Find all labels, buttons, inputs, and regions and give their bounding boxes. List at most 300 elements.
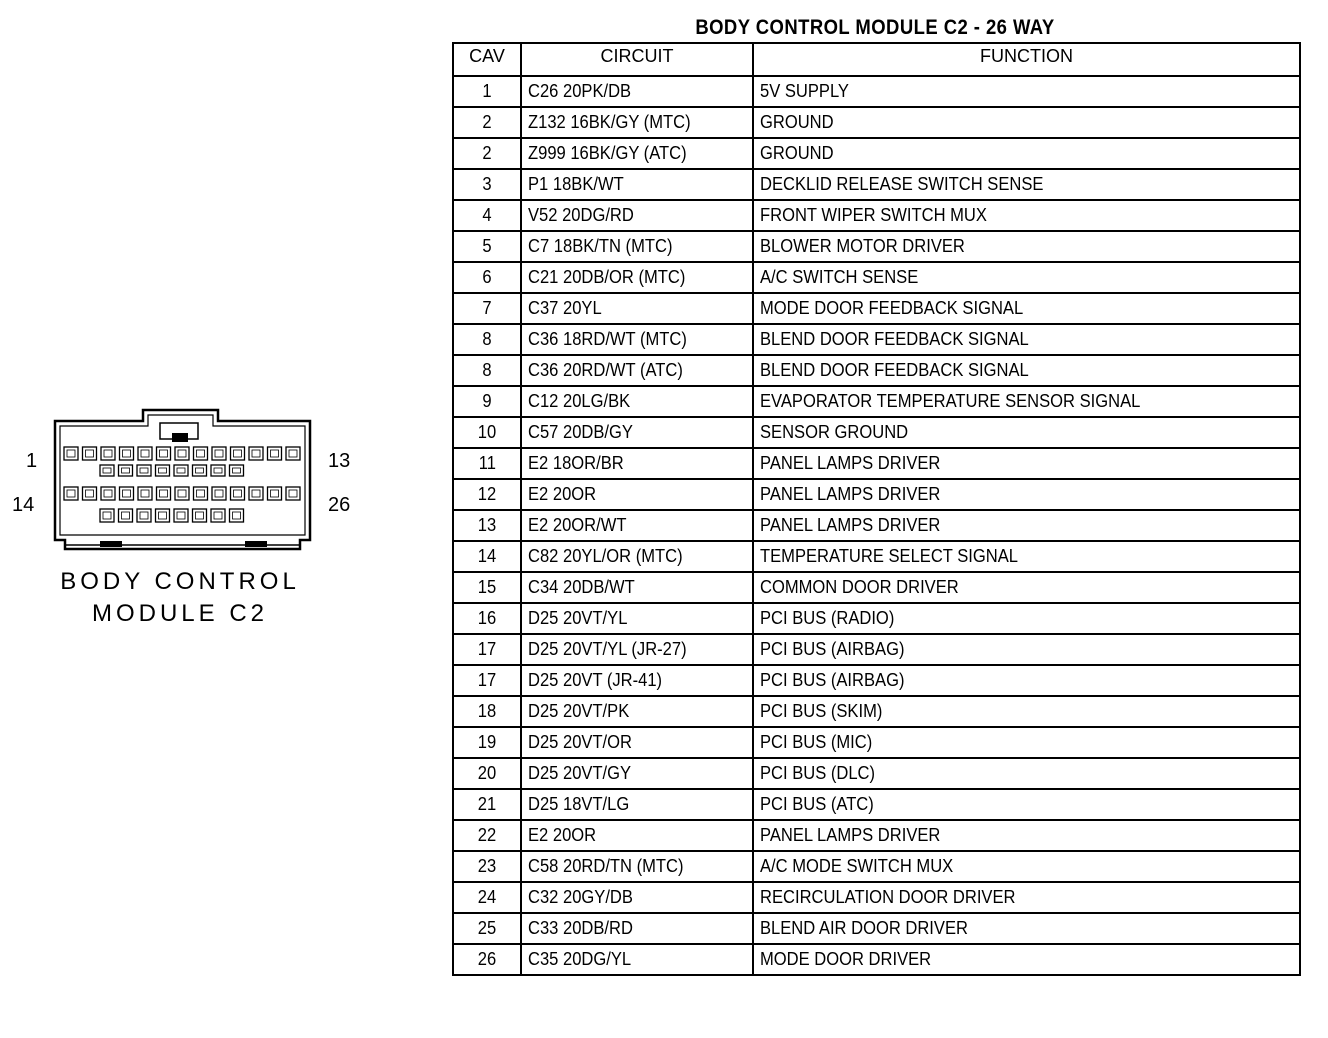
cell-cav: [453, 820, 521, 851]
cell-function: [753, 789, 1300, 820]
cell-circuit-text: D25 20VT/GY: [528, 763, 632, 783]
pin-cavity: [230, 465, 244, 476]
pin-cavity-inner: [159, 468, 167, 473]
pin-cavity: [230, 509, 244, 522]
cell-circuit-text: D25 20VT/YL: [528, 608, 628, 628]
table-row: [453, 138, 1300, 169]
pin-cavity: [120, 487, 134, 500]
cell-function-text: BLEND DOOR FEEDBACK SIGNAL: [760, 360, 1029, 380]
cell-circuit: [521, 479, 753, 510]
cell-function: [753, 510, 1300, 541]
cell-cav-text: 10: [477, 422, 497, 442]
cell-cav: [453, 665, 521, 696]
cell-circuit-text: C12 20LG/BK: [528, 391, 631, 411]
pin-cavity-inner: [104, 450, 112, 457]
table-row: [453, 386, 1300, 417]
caption-line-1: BODY CONTROL: [60, 568, 300, 595]
cell-circuit: [521, 355, 753, 386]
pin-cavity: [101, 487, 115, 500]
cell-function-text: PANEL LAMPS DRIVER: [760, 825, 941, 845]
pin-cavity: [211, 465, 225, 476]
pin-cavity: [268, 487, 282, 500]
cell-function: [753, 293, 1300, 324]
cell-cav: [453, 355, 521, 386]
cell-function-text: PANEL LAMPS DRIVER: [760, 484, 941, 504]
pin-cavity: [211, 509, 225, 522]
cell-function-text: PCI BUS (AIRBAG): [760, 639, 905, 659]
cell-cav: [453, 448, 521, 479]
cell-function: [753, 603, 1300, 634]
cell-cav: [453, 541, 521, 572]
cell-circuit-text: C21 20DB/OR (MTC): [528, 267, 686, 287]
pin-cavity: [64, 487, 78, 500]
header-cav: CAV: [453, 43, 521, 76]
pin-label-26: 26: [328, 494, 351, 516]
pin-cavity-inner: [271, 450, 279, 457]
cell-cav-text: 4: [482, 205, 492, 225]
cell-circuit: [521, 107, 753, 138]
cell-function-text: MODE DOOR DRIVER: [760, 949, 932, 969]
cell-function: [753, 138, 1300, 169]
pin-cavity: [174, 509, 188, 522]
pin-cavity-inner: [67, 490, 75, 497]
cell-cav: [453, 479, 521, 510]
cell-cav-text: 20: [477, 763, 497, 783]
pin-cavity-inner: [214, 468, 222, 473]
cell-function-text: A/C MODE SWITCH MUX: [760, 856, 954, 876]
table-row: [453, 355, 1300, 386]
cell-cav: [453, 851, 521, 882]
cell-function-text: BLEND AIR DOOR DRIVER: [760, 918, 968, 938]
cell-circuit-text: V52 20DG/RD: [528, 205, 634, 225]
cell-cav-text: 14: [477, 546, 497, 566]
pin-cavity: [83, 447, 97, 460]
table-row: [453, 107, 1300, 138]
pin-cavity: [175, 487, 189, 500]
cell-circuit: [521, 169, 753, 200]
cell-cav: [453, 758, 521, 789]
cell-function-text: PCI BUS (RADIO): [760, 608, 895, 628]
cell-function: [753, 386, 1300, 417]
pin-cavity: [64, 447, 78, 460]
pin-cavity: [286, 487, 300, 500]
cell-circuit: [521, 727, 753, 758]
table-row: [453, 696, 1300, 727]
pin-cavity-inner: [197, 450, 205, 457]
cell-cav-text: 18: [477, 701, 497, 721]
pin-cavity: [100, 509, 114, 522]
cell-function: [753, 448, 1300, 479]
cell-circuit: [521, 572, 753, 603]
pin-cavity-inner: [140, 512, 148, 519]
table-row: [453, 758, 1300, 789]
cell-circuit-text: E2 20OR/WT: [528, 515, 627, 535]
pin-cavity-inner: [103, 512, 111, 519]
pin-cavity-inner: [178, 450, 186, 457]
cell-circuit-text: C37 20YL: [528, 298, 602, 318]
pin-cavity: [120, 447, 134, 460]
cell-circuit-text: D25 20VT/PK: [528, 701, 630, 721]
cell-cav: [453, 76, 521, 107]
cell-function: [753, 572, 1300, 603]
cell-function-text: COMMON DOOR DRIVER: [760, 577, 959, 597]
cell-function: [753, 231, 1300, 262]
table-row: [453, 324, 1300, 355]
cell-cav: [453, 293, 521, 324]
pin-cavity: [138, 487, 152, 500]
pin-cavity-inner: [67, 450, 75, 457]
pin-cavity-inner: [196, 512, 204, 519]
cell-function-text: PCI BUS (SKIM): [760, 701, 883, 721]
pin-cavity-inner: [123, 450, 131, 457]
cell-cav: [453, 138, 521, 169]
table-row: [453, 510, 1300, 541]
pin-cavity: [101, 447, 115, 460]
cell-circuit: [521, 386, 753, 417]
cell-circuit: [521, 138, 753, 169]
cell-cav-text: 17: [477, 670, 497, 690]
cell-circuit-text: D25 20VT (JR-41): [528, 670, 663, 690]
pin-cavity-inner: [122, 512, 130, 519]
cell-cav: [453, 789, 521, 820]
cell-cav-text: 8: [482, 360, 492, 380]
cell-cav-text: 25: [477, 918, 497, 938]
cell-circuit-text: Z132 16BK/GY (MTC): [528, 112, 691, 132]
pin-row-middle: [64, 487, 300, 500]
cell-function-text: GROUND: [760, 112, 834, 132]
cell-circuit-text: C36 18RD/WT (MTC): [528, 329, 687, 349]
cell-function-text: RECIRCULATION DOOR DRIVER: [760, 887, 1016, 907]
table-row: [453, 231, 1300, 262]
pin-cavity: [249, 487, 263, 500]
pin-cavity: [193, 465, 207, 476]
cell-cav: [453, 231, 521, 262]
cell-circuit-text: C57 20DB/GY: [528, 422, 633, 442]
cell-circuit-text: C32 20GY/DB: [528, 887, 633, 907]
pin-row-bottom: [100, 509, 244, 522]
cell-cav: [453, 696, 521, 727]
pin-cavity: [119, 509, 133, 522]
pin-cavity: [193, 509, 207, 522]
table-row: [453, 479, 1300, 510]
table-row: [453, 448, 1300, 479]
cell-function: [753, 758, 1300, 789]
cell-circuit: [521, 448, 753, 479]
cell-function: [753, 696, 1300, 727]
pin-cavity-inner: [215, 490, 223, 497]
cell-cav-text: 1: [482, 81, 492, 101]
table-row: [453, 882, 1300, 913]
cell-function-text: MODE DOOR FEEDBACK SIGNAL: [760, 298, 1024, 318]
table-row: [453, 665, 1300, 696]
cell-cav: [453, 169, 521, 200]
cell-circuit: [521, 293, 753, 324]
cell-circuit-text: D25 18VT/LG: [528, 794, 630, 814]
pin-cavity-inner: [122, 468, 130, 473]
table-row: [453, 417, 1300, 448]
cell-circuit: [521, 789, 753, 820]
cell-circuit-text: C26 20PK/DB: [528, 81, 632, 101]
pin-cavity-inner: [289, 490, 297, 497]
pin-label-13: 13: [328, 450, 351, 472]
table-row: [453, 169, 1300, 200]
table-row: [453, 572, 1300, 603]
table-row: [453, 262, 1300, 293]
table-row: [453, 541, 1300, 572]
cell-cav-text: 22: [477, 825, 497, 845]
connector-body: [0, 395, 380, 565]
cell-cav-text: 19: [477, 732, 497, 752]
cell-cav: [453, 200, 521, 231]
pin-cavity-inner: [160, 490, 168, 497]
table-row: [453, 944, 1300, 975]
cell-function: [753, 169, 1300, 200]
pin-cavity: [100, 465, 114, 476]
cell-function: [753, 107, 1300, 138]
pin-cavity-inner: [214, 512, 222, 519]
cell-cav: [453, 417, 521, 448]
cell-function: [753, 417, 1300, 448]
cell-function-text: 5V SUPPLY: [760, 81, 849, 101]
cell-circuit-text: E2 20OR: [528, 825, 597, 845]
pin-cavity: [231, 487, 245, 500]
cell-function-text: DECKLID RELEASE SWITCH SENSE: [760, 174, 1044, 194]
cell-circuit: [521, 541, 753, 572]
cell-cav: [453, 603, 521, 634]
pin-cavity-inner: [104, 490, 112, 497]
table-row: [453, 603, 1300, 634]
cell-cav: [453, 386, 521, 417]
table-row: [453, 727, 1300, 758]
pin-cavity-inner: [141, 450, 149, 457]
cell-cav-text: 21: [477, 794, 497, 814]
cell-circuit: [521, 262, 753, 293]
cell-circuit: [521, 820, 753, 851]
pin-cavity: [194, 487, 208, 500]
table-row: [453, 913, 1300, 944]
pin-cavity-inner: [141, 490, 149, 497]
cell-cav: [453, 572, 521, 603]
pin-cavity-inner: [252, 450, 260, 457]
pin-cavity: [175, 447, 189, 460]
pin-cavity-inner: [252, 490, 260, 497]
cell-function-text: BLEND DOOR FEEDBACK SIGNAL: [760, 329, 1029, 349]
cell-circuit-text: C36 20RD/WT (ATC): [528, 360, 683, 380]
cell-circuit: [521, 944, 753, 975]
cell-function-text: TEMPERATURE SELECT SIGNAL: [760, 546, 1018, 566]
cell-cav: [453, 944, 521, 975]
cell-function: [753, 851, 1300, 882]
pin-cavity-inner: [177, 468, 185, 473]
pin-cavity: [286, 447, 300, 460]
cell-cav-text: 9: [482, 391, 492, 411]
cell-circuit: [521, 324, 753, 355]
cell-cav: [453, 913, 521, 944]
cell-function: [753, 820, 1300, 851]
table-row: [453, 200, 1300, 231]
caption-line-2: MODULE C2: [91, 600, 269, 627]
pin-cavity: [119, 465, 133, 476]
cell-cav-text: 11: [478, 453, 496, 473]
cell-circuit: [521, 758, 753, 789]
table-row: [453, 851, 1300, 882]
pin-cavity: [268, 447, 282, 460]
cell-circuit-text: C82 20YL/OR (MTC): [528, 546, 683, 566]
cell-function-text: EVAPORATOR TEMPERATURE SENSOR SIGNAL: [760, 391, 1141, 411]
pin-cavity: [137, 465, 151, 476]
cell-circuit: [521, 851, 753, 882]
pin-cavity: [157, 487, 171, 500]
pin-cavity-inner: [215, 450, 223, 457]
cell-function: [753, 262, 1300, 293]
cell-cav-text: 6: [482, 267, 492, 287]
cell-cav-text: 7: [482, 298, 492, 318]
cell-circuit-text: Z999 16BK/GY (ATC): [528, 143, 687, 163]
cell-function: [753, 913, 1300, 944]
pin-cavity: [156, 465, 170, 476]
pin-cavity-inner: [160, 450, 168, 457]
cell-function-text: PCI BUS (AIRBAG): [760, 670, 905, 690]
cell-function: [753, 200, 1300, 231]
cell-circuit: [521, 913, 753, 944]
pin-cavity: [156, 509, 170, 522]
header-circuit: CIRCUIT: [521, 43, 753, 76]
cell-function-text: A/C SWITCH SENSE: [760, 267, 919, 287]
table-row: [453, 820, 1300, 851]
cell-function: [753, 479, 1300, 510]
table-row: [453, 76, 1300, 107]
cell-cav: [453, 510, 521, 541]
pin-cavity-inner: [196, 468, 204, 473]
pin-cavity: [157, 447, 171, 460]
pin-cavity-inner: [233, 512, 241, 519]
table-row: [453, 634, 1300, 665]
pin-cavity: [83, 487, 97, 500]
table-row: [453, 789, 1300, 820]
cell-cav-text: 26: [477, 949, 497, 969]
cell-cav-text: 2: [482, 143, 492, 163]
pin-label-14: 14: [12, 494, 35, 516]
pin-cavity: [174, 465, 188, 476]
connector-diagram: [0, 395, 380, 565]
cell-circuit-text: C35 20DG/YL: [528, 949, 632, 969]
connector-housing: [55, 410, 310, 549]
pin-cavity-inner: [234, 490, 242, 497]
cell-cav: [453, 324, 521, 355]
pin-cavity: [212, 447, 226, 460]
cell-function-text: PCI BUS (ATC): [760, 794, 874, 814]
pin-cavity: [249, 447, 263, 460]
cell-function-text: PCI BUS (DLC): [760, 763, 876, 783]
pin-cavity-inner: [86, 490, 94, 497]
cell-cav-text: 12: [477, 484, 497, 504]
cell-cav: [453, 107, 521, 138]
pin-cavity-inner: [103, 468, 111, 473]
cell-function: [753, 76, 1300, 107]
cell-function-text: FRONT WIPER SWITCH MUX: [760, 205, 987, 225]
cell-cav: [453, 634, 521, 665]
table-row: [453, 293, 1300, 324]
cell-circuit-text: P1 18BK/WT: [528, 174, 624, 194]
pin-cavity: [231, 447, 245, 460]
cell-cav-text: 13: [477, 515, 497, 535]
cell-circuit: [521, 200, 753, 231]
pin-cavity-inner: [289, 450, 297, 457]
pin-cavity-inner: [177, 512, 185, 519]
cell-cav-text: 24: [477, 887, 497, 907]
pin-cavity: [194, 447, 208, 460]
cell-circuit-text: C58 20RD/TN (MTC): [528, 856, 684, 876]
cell-circuit: [521, 417, 753, 448]
cell-circuit: [521, 665, 753, 696]
cell-function-text: BLOWER MOTOR DRIVER: [760, 236, 965, 256]
pin-cavity-inner: [234, 450, 242, 457]
cell-circuit-text: E2 20OR: [528, 484, 597, 504]
cell-function-text: PCI BUS (MIC): [760, 732, 873, 752]
pin-row-top: [64, 447, 300, 476]
cell-circuit-text: D25 20VT/YL (JR-27): [528, 639, 687, 659]
cell-function: [753, 665, 1300, 696]
cell-circuit: [521, 510, 753, 541]
cell-function: [753, 882, 1300, 913]
pin-cavity-inner: [197, 490, 205, 497]
cell-circuit-text: C33 20DB/RD: [528, 918, 633, 938]
cell-cav-text: 23: [477, 856, 497, 876]
table-title: BODY CONTROL MODULE C2 - 26 WAY: [695, 16, 1055, 39]
cell-circuit: [521, 231, 753, 262]
pin-cavity-inner: [233, 468, 241, 473]
cell-circuit-text: C34 20DB/WT: [528, 577, 635, 597]
cell-cav-text: 15: [477, 577, 497, 597]
cell-circuit: [521, 696, 753, 727]
pin-cavity: [138, 447, 152, 460]
pin-cavity: [137, 509, 151, 522]
cell-function-text: SENSOR GROUND: [760, 422, 909, 442]
cell-function-text: PANEL LAMPS DRIVER: [760, 515, 941, 535]
pin-cavity-inner: [123, 490, 131, 497]
cell-function: [753, 541, 1300, 572]
cell-circuit: [521, 603, 753, 634]
cell-circuit-text: E2 18OR/BR: [528, 453, 624, 473]
cell-cav-text: 16: [477, 608, 497, 628]
cell-cav-text: 2: [482, 112, 492, 132]
cell-function-text: PANEL LAMPS DRIVER: [760, 453, 941, 473]
pin-cavity: [212, 487, 226, 500]
cell-function: [753, 944, 1300, 975]
pin-cavity-inner: [86, 450, 94, 457]
cell-function: [753, 324, 1300, 355]
cell-cav-text: 8: [482, 329, 492, 349]
pin-cavity-inner: [159, 512, 167, 519]
cell-cav: [453, 262, 521, 293]
header-function: FUNCTION: [753, 43, 1300, 76]
cell-circuit: [521, 634, 753, 665]
pin-cavity-inner: [178, 490, 186, 497]
table-header-row: [453, 43, 1300, 76]
cell-circuit-text: C7 18BK/TN (MTC): [528, 236, 673, 256]
cell-cav-text: 17: [477, 639, 497, 659]
pinout-table: [452, 42, 1301, 976]
connector-latch-key: [172, 433, 188, 442]
cell-circuit: [521, 76, 753, 107]
pin-cavity-inner: [140, 468, 148, 473]
cell-function-text: GROUND: [760, 143, 834, 163]
pin-cavity-inner: [271, 490, 279, 497]
cell-function: [753, 634, 1300, 665]
cell-function: [753, 355, 1300, 386]
cell-cav-text: 3: [482, 174, 492, 194]
cell-function: [753, 727, 1300, 758]
